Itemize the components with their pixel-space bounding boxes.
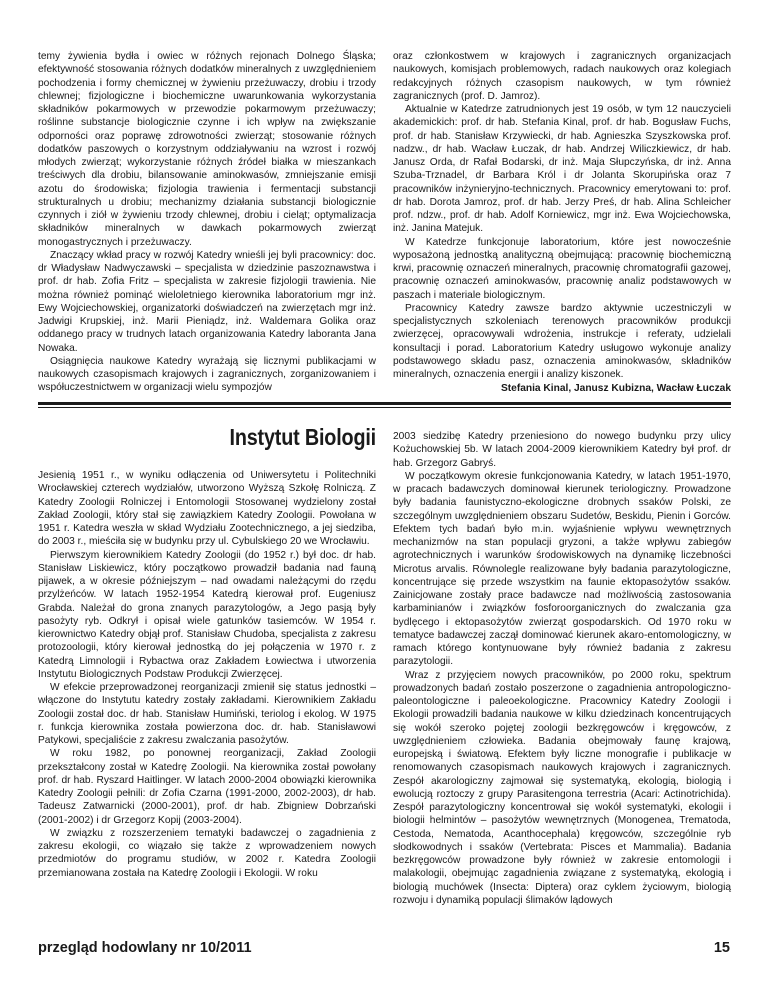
- section-divider-thick: [38, 402, 731, 405]
- section-heading: Instytut Biologii: [229, 424, 376, 450]
- bottom-left-column: [38, 469, 376, 880]
- paragraph: W efekcie przeprowadzonej reorganizacji zmienił się status jednostki – włączone do Instytutu katedry zostały zakładami. Kierownikiem Zakładu Zoologii został doc. dr hab. Stanisław Humiński, teriolog i ekolog. W 1975 r. funkcja kierownika została powierzona doc. dr. hab. Stanisławowi Patykowi, specjaliście z zakresu zwalczania pasożytów.: [38, 682, 376, 746]
- paragraph: W związku z rozszerzeniem tematyki badawczej o zagadnienia z zakresu ekologii, co wiązało się także z wprowadzeniem nowych przedmiotów do programu studiów, w 2002 r. Katedra Zoologii przemianowana została na Katedrę Zoologii i Ekologii. W roku: [38, 827, 376, 879]
- paragraph: Osiągnięcia naukowe Katedry wyrażają się licznymi publikacjami w naukowych czasopismach krajowych i zagranicznych, zorganizowaniem i współuczestnictwem w organizacji wielu sympozjów: [38, 355, 376, 394]
- paragraph: Jesienią 1951 r., w wyniku odłączenia od Uniwersytetu i Politechniki Wrocławskiej czterech wydziałów, utworzono Wyższą Szkołę Rolniczą. Z Katedry Zoologii Rolniczej i Entomologii Stosowanej wydzielony został Zakład Zoologii, który stał się zawiązkiem Katedry Zoologii. Powołana w 1951 r. Katedra weszła w skład Wydziału Zootechnicznego, a jej siedziba, do 2003 r., mieściła się w budynku przy ul. Cybulskiego 20 we Wrocławiu.: [38, 470, 376, 548]
- paragraph: Znaczący wkład pracy w rozwój Katedry wnieśli jej byli pracownicy: doc. dr Władysław Nadwyczawski – specjalista w dziedzinie paszoznawstwa i prof. dr hab. Zofia Fritz – specjalista w zakresie fizjologii trawienia. Nie można również pominąć wieloletniego kierownika laboratorium mgr inż. Ewy Wojciechowskiej, organizatorki doświadczeń na zwierzętach mgr inż. Jadwigi Krupskiej, inż. Marii Pieniądz, inż. Waldemara Golika oraz oddanego pracy w trudnych latach organizowania Katedry laboranta Jana Nowaka.: [38, 249, 376, 354]
- paragraph: Aktualnie w Katedrze zatrudnionych jest 19 osób, w tym 12 nauczycieli akademickich: prof. dr hab. Stefania Kinal, prof. dr hab. Bogusław Fuchs, prof. dr hab. Stanisław Krzywiecki, dr hab. Agnieszka Szyszkowska prof. nadzw., dr hab. Wacław Łuczak, dr hab. Andrzej Wiliczkiewicz, dr hab. Janusz Orda, dr Rafał Bodarski, dr inż. Maja Słupczyńska, dr inż. Anna Szuba-Trznadel, dr Barbara Król i dr Jolanta Skorupińska oraz 7 pracowników inżynieryjno-technicznych. Pracownicy emerytowani to: prof. dr hab. Dorota Jamroz, prof. dr hab. Jerzy Preś, dr hab. Alina Schleicher prof. ndzw., prof. dr hab. Adolf Korniewicz, mgr inż. Ewa Wojciechowska, inż. Janina Matejuk.: [393, 104, 731, 235]
- bottom-right-column: [393, 430, 731, 907]
- paragraph: Pierwszym kierownikiem Katedry Zoologii (do 1952 r.) był doc. dr hab. Stanisław Liskiewicz, który początkowo prowadził badania nad fauną pijawek, a w okresie późniejszym – nad owadami należącymi do rzędu przylżeńców. W latach 1952-1954 Katedrą kierował prof. Eugeniusz Grabda. Należał do grona znanych parazytologów, a Jego pasją były pasożyty ryb. Odkrył i opisał wiele gatunków tasiemców. W 1954 r. kierownictwo Katedry objął prof. Stanisław Chudoba, specjalista z zakresu protozoologii, który kierował jednostką do jej połączenia w 1970 r. z Katedrą Limnologii i Rybactwa oraz Zakładem Łowiectwa i utworzenia Instytutu Biologicznych Podstaw Produkcji Zwierzęcej.: [38, 549, 376, 680]
- paragraph: 2003 siedzibę Katedry przeniesiono do nowego budynku przy ulicy Kożuchowskiej 5b. W latach 2004-2009 kierownikiem Katedry był prof. dr hab. Grzegorz Gabryś.: [393, 431, 731, 469]
- journal-footer: przegląd hodowlany nr 10/2011: [38, 940, 252, 956]
- paragraph: W Katedrze funkcjonuje laboratorium, które jest nowocześnie wyposażoną jednostką analityczną obejmującą: pracownię biochemiczną krwi, pracownię oznaczeń mineralnych, pracownię chromatografii gazowej, pracownię oznaczeń aminokwasów, pracownię analiz podstawowych w paszach i materiale biologicznym.: [393, 236, 731, 301]
- paragraph: Wraz z przyjęciem nowych pracowników, po 2000 roku, spektrum prowadzonych badań zostało poszerzone o zagadnienia antropologiczno-paleontologiczne i paleoekologiczne. Pracownicy Katedry Zoologii i Ekologii prowadzili badania naukowe w kilku dziedzinach koncentrujących się wokół szeroko pojętej zoologii bezkręgowców i kręgowców, z uwzględnieniem człowieka. Badania obejmowały faunę krajową, europejską i światową. Efektem były liczne monografie i publikacje w renomowanych czasopismach naukowych krajowych i zagranicznych. Zespół akarologiczny zajmował się systematyką, ekologią, biologią i ewolucją roztoczy z grupy Parasitengona terrestria (Acari: Actinotrichida). Zespół parazytologiczny koncentrował się wokół systematyki, ekologii i biologii helmintów – pasożytów wewnętrznych (Monogenea, Trematoda, Cestoda, Nematoda, Acanthocephala) kręgowców, szczególnie ryb słodkowodnych i ssaków (Vertebrata: Pisces et Mammalia). Badania bezkręgowców prowadzone były również w zakresie entomologii i malakologii, obejmując zagadnienia związane z systematyką, ekologią i biologią muchówek (Insecta: Diptera) oraz cyklem życiowym, biologią rozwoju i dynamiką populacji ślimaków lądowych: [393, 669, 731, 906]
- author-signature: Stefania Kinal, Janusz Kubizna, Wacław Łuczak: [500, 383, 731, 395]
- top-left-column: [38, 50, 376, 395]
- paragraph: W początkowym okresie funkcjonowania Katedry, w latach 1951-1970, w pracach badawczych dominował kierunek teriologiczny. Prowadzone były badania faunistyczno-ekologiczne drobnych ssaków Polski, ze szczególnym uwzględnieniem obszaru Sudetów, Beskidu, Pienin i Gorców. Efektem tych badań było m.in. wyjaśnienie wpływu wewnętrznych mechanizmów na stan populacji gryzoni, a także wpływu zabiegów agrotechnicznych i warunków środowiskowych na dynamikę liczebności Microtus arvalis. Równolegle realizowane były badania parazytologiczne, koncentrujące się przede wszystkim na faunie ektopasożytów ssaków. Zainicjowane zostały prace badawcze nad możliwością zastosowania karbaminianów i związków fosforoorganicznych do zwalczania gza bydlęcego i ektopasożytów zwierząt gospodarskich. Od 1970 roku w tematyce badawczej zaczął dominować kierunek akaro-entomologiczny, w ramach którego kontynuowane były również badania z zakresu parazytologii.: [393, 470, 731, 668]
- top-right-column: [393, 50, 731, 396]
- page-number: 15: [713, 940, 730, 956]
- paragraph: temy żywienia bydła i owiec w różnych rejonach Dolnego Śląska; efektywność stosowania różnych dodatków mineralnych z uwzględnieniem pochodzenia i formy chemicznej w żywieniu przeżuwaczy, drobiu i trzody chlewnej; fizjologiczne i biochemiczne uwarunkowania wykorzystania składników pokarmowych w przewodzie pokarmowym przeżuwaczy; roślinne substancje biologicznie czynne i ich wpływ na zwiększanie odporności oraz poprawę zdrowotności zwierząt; stosowanie różnych dodatków paszowych o korzystnym oddziaływaniu na wzrost i rozwój młodych zwierząt; wykorzystanie różnych źródeł białka w mieszankach treściwych dla drobiu, bilansowanie aminokwasów, zmniejszanie emisji azotu do środowiska; fizjologia trawienia i fermentacji substancji strukturalnych u drobiu; mechanizmy działania substancji biologicznie czynnych i ziół w żywieniu trzody chlewnej, drobiu i cieląt; optymalizacja składników mineralnych w dawkach pokarmowych zwierząt monogastrycznych i przeżuwaczy.: [38, 51, 376, 248]
- paragraph: oraz członkostwem w krajowych i zagranicznych organizacjach naukowych, komisjach problemowych, radach naukowych oraz kolegiach redakcyjnych różnych czasopism naukowych, w tym również zagranicznych (prof. D. Jamroz).: [393, 51, 731, 102]
- section-divider-thin: [38, 407, 731, 408]
- paragraph: W roku 1982, po ponownej reorganizacji, Zakład Zoologii przekształcony został w Katedrę Zoologii. Na kierownika został powołany prof. dr hab. Ryszard Haitlinger. W latach 2000-2004 obowiązki kierownika Katedry Zoologii pełnili: dr Zofia Czarna (1991-2000, 2002-2003), dr hab. Tadeusz Zatwarnicki (2000-2001), prof. dr hab. Zbigniew Dobrzański (2001-2002) i dr Grzegorz Kopij (2003-2004).: [38, 748, 376, 826]
- paragraph: Pracownicy Katedry zawsze bardzo aktywnie uczestniczyli w specjalistycznych szkoleniach terenowych pracowników produkcji zwierzęcej, opracowywali wdrożenia, instrukcje i referaty, udzielali konsultacji i porad. Laboratorium Katedry usługowo wykonuje analizy podstawowego składu pasz, oznaczenia aminokwasów, składników mineralnych, oznaczenia energii i analizy kiszonek.: [393, 302, 731, 380]
